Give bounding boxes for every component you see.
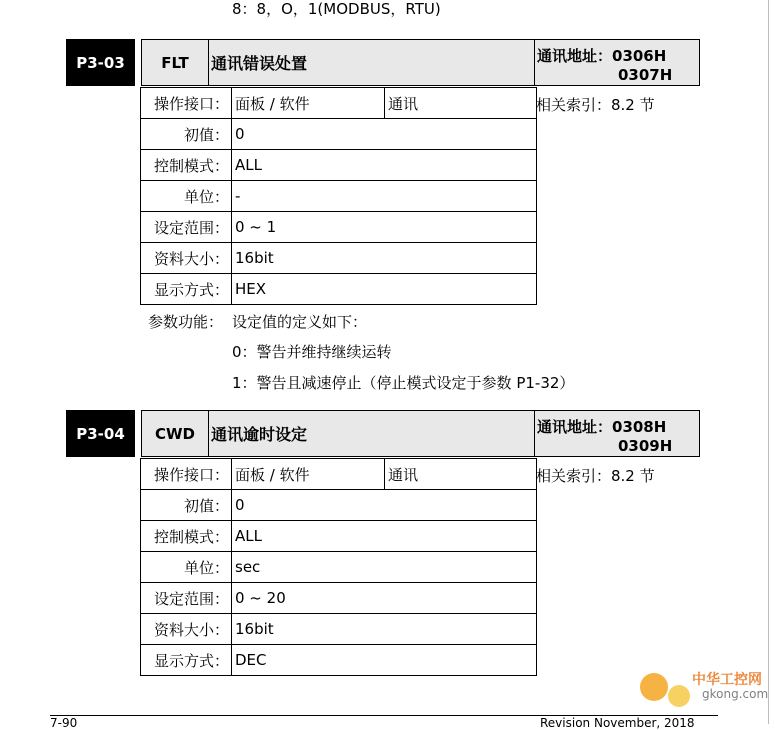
function-label: 参数功能： bbox=[148, 313, 224, 331]
address-line-1: 通讯地址：0306H bbox=[537, 47, 667, 65]
param-abbr: FLT bbox=[142, 40, 209, 85]
param-table-p3-04 bbox=[140, 458, 537, 676]
reference-text: 相关索引：8.2 节 bbox=[536, 467, 655, 485]
param-header-p3-04 bbox=[66, 410, 698, 457]
row-value: HEX bbox=[232, 274, 537, 305]
address-line-1: 通讯地址：0308H bbox=[537, 418, 667, 436]
interface-value-panel: 面板 / 软件 bbox=[232, 459, 385, 490]
row-value: 16bit bbox=[232, 243, 537, 274]
table-row bbox=[141, 645, 537, 676]
function-line: 设定值的定义如下： bbox=[232, 313, 368, 331]
row-value: DEC bbox=[232, 645, 537, 676]
row-value: 0 bbox=[232, 490, 537, 521]
interface-label: 操作接口： bbox=[141, 459, 232, 490]
interface-value-comm: 通讯 bbox=[385, 88, 537, 119]
row-value: ALL bbox=[232, 150, 537, 181]
table-row bbox=[141, 521, 537, 552]
top-line-text: 8：8，O，1(MODBUS，RTU) bbox=[232, 0, 441, 18]
row-value: 16bit bbox=[232, 614, 537, 645]
watermark-url: gkong.com bbox=[702, 687, 769, 701]
row-value: 0 ~ 1 bbox=[232, 212, 537, 243]
interface-label: 操作接口： bbox=[141, 88, 232, 119]
table-row bbox=[141, 583, 537, 614]
interface-value-panel: 面板 / 软件 bbox=[232, 88, 385, 119]
function-line: 0：警告并维持继续运转 bbox=[232, 343, 392, 361]
param-header-box bbox=[141, 39, 700, 86]
row-value: ALL bbox=[232, 521, 537, 552]
table-row bbox=[141, 212, 537, 243]
row-value: sec bbox=[232, 552, 537, 583]
table-row bbox=[141, 243, 537, 274]
param-name: 通讯逾时设定 bbox=[211, 425, 308, 444]
reference-text: 相关索引：8.2 节 bbox=[536, 96, 655, 114]
function-line: 1：警告且减速停止（停止模式设定于参数 P1-32） bbox=[232, 374, 575, 392]
param-address bbox=[534, 411, 699, 456]
gear-icon bbox=[668, 685, 690, 707]
row-label: 单位： bbox=[141, 552, 232, 583]
table-row bbox=[141, 614, 537, 645]
address-line-2: 0309H bbox=[618, 437, 673, 455]
param-code: P3-03 bbox=[66, 39, 135, 86]
row-label: 单位： bbox=[141, 181, 232, 212]
row-value: - bbox=[232, 181, 537, 212]
row-label: 初值： bbox=[141, 119, 232, 150]
param-table-p3-03 bbox=[140, 87, 537, 305]
page-number: 7-90 bbox=[50, 716, 78, 730]
param-name: 通讯错误处置 bbox=[211, 54, 308, 73]
param-header-p3-03 bbox=[66, 39, 698, 86]
row-label: 设定范围： bbox=[141, 583, 232, 614]
param-address bbox=[534, 40, 699, 85]
gear-icon bbox=[640, 673, 668, 701]
row-label: 资料大小： bbox=[141, 243, 232, 274]
table-row bbox=[141, 459, 537, 490]
interface-value-comm: 通讯 bbox=[385, 459, 537, 490]
row-label: 资料大小： bbox=[141, 614, 232, 645]
param-header-box bbox=[141, 410, 700, 457]
row-value: 0 ~ 20 bbox=[232, 583, 537, 614]
table-row bbox=[141, 150, 537, 181]
table-row bbox=[141, 490, 537, 521]
watermark-logo bbox=[640, 665, 770, 715]
table-row bbox=[141, 119, 537, 150]
row-label: 显示方式： bbox=[141, 645, 232, 676]
watermark-title: 中华工控网 bbox=[692, 672, 762, 688]
revision-text: Revision November, 2018 bbox=[540, 716, 695, 730]
row-label: 初值： bbox=[141, 490, 232, 521]
table-row bbox=[141, 274, 537, 305]
table-row bbox=[141, 181, 537, 212]
address-line-2: 0307H bbox=[618, 66, 673, 84]
row-label: 设定范围： bbox=[141, 212, 232, 243]
row-label: 控制模式： bbox=[141, 150, 232, 181]
page-edge-rule bbox=[768, 0, 769, 724]
table-row bbox=[141, 88, 537, 119]
table-row bbox=[141, 552, 537, 583]
row-value: 0 bbox=[232, 119, 537, 150]
param-abbr: CWD bbox=[142, 411, 209, 456]
param-code: P3-04 bbox=[66, 410, 135, 457]
row-label: 控制模式： bbox=[141, 521, 232, 552]
row-label: 显示方式： bbox=[141, 274, 232, 305]
